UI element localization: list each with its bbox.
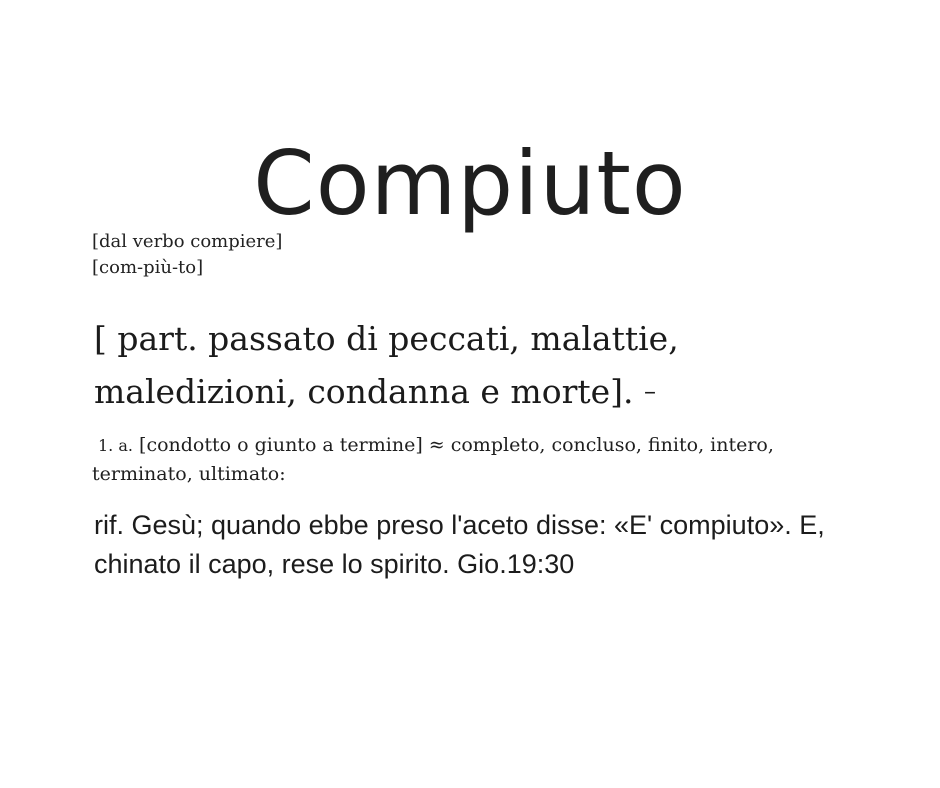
definition-text: [ part. passato di peccati, malattie, maledizioni, condanna e morte]. (94, 319, 679, 411)
definition-dash: – (644, 377, 657, 405)
headword-title: Compiuto (253, 131, 687, 235)
etymology-text: [dal verbo compiere] (92, 231, 283, 252)
syllabification-text: [com-più-to] (92, 257, 204, 278)
sense-definition (92, 431, 872, 489)
sense-text: [condotto o giunto a termine] ≈ completo, concluso, finito, intero, terminato, ultimato: (92, 434, 774, 485)
scripture-reference: rif. Gesù; quando ebbe preso l'aceto disse: «E' compiuto». E, chinato il capo, rese lo spirito. Gio.19:30 (94, 510, 825, 579)
word-metadata (92, 229, 282, 281)
main-definition (94, 312, 854, 418)
sense-number: 1. a. (98, 436, 133, 455)
